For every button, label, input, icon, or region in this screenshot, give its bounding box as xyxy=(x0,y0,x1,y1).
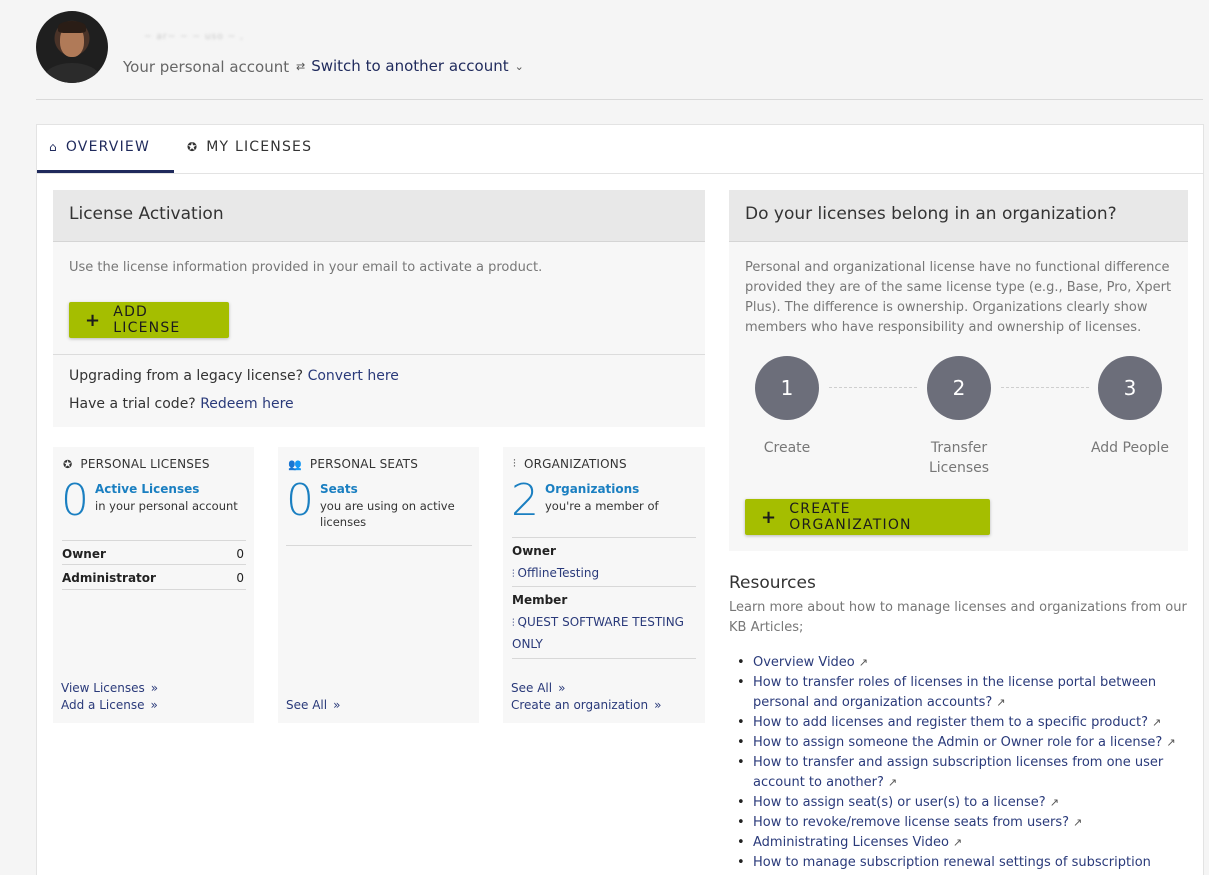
license-activation-panel xyxy=(53,190,705,427)
seats-see-all-link[interactable] xyxy=(286,698,340,712)
personal-licenses-heading: PERSONAL LICENSES xyxy=(80,457,210,471)
double-chevron-right-icon: » xyxy=(333,698,341,712)
convert-here-link[interactable]: Convert here xyxy=(307,368,399,384)
resource-link-label: How to revoke/remove license seats from users? xyxy=(753,815,1069,830)
step-3-circle: 3 xyxy=(1098,356,1162,420)
divider xyxy=(53,354,705,355)
trial-line xyxy=(69,396,294,412)
upgrade-text: Upgrading from a legacy license? xyxy=(69,368,304,384)
create-organization-button[interactable] xyxy=(745,499,990,535)
resource-link-label: How to assign seat(s) or user(s) to a license? xyxy=(753,795,1046,810)
step-1-label: Create xyxy=(763,440,811,456)
administrator-value: 0 xyxy=(236,571,244,585)
resource-link[interactable] xyxy=(737,673,1191,713)
redeem-here-link[interactable]: Redeem here xyxy=(200,396,294,412)
add-license-label: ADD LICENSE xyxy=(113,304,181,336)
external-link-icon: ↗ xyxy=(1049,796,1059,809)
owner-label: Owner xyxy=(62,547,106,561)
organizations-heading: ORGANIZATIONS xyxy=(523,457,627,471)
plus-icon: + xyxy=(761,506,778,528)
plus-icon: + xyxy=(85,309,102,331)
license-badge-icon: ✪ xyxy=(63,457,73,471)
personal-licenses-title xyxy=(63,457,210,471)
active-tab-indicator xyxy=(37,170,174,173)
active-licenses-sub: in your personal account xyxy=(95,499,238,513)
switch-account-label: Switch to another account xyxy=(311,57,509,75)
organizations-sub: you're a member of xyxy=(545,499,659,513)
resource-link-label: How to transfer and assign subscription licenses from one user account to another? xyxy=(753,755,1164,790)
seats-count: 0 xyxy=(286,475,314,526)
external-link-icon: ↗ xyxy=(887,776,898,789)
tab-overview[interactable] xyxy=(49,139,150,155)
avatar[interactable] xyxy=(36,11,108,83)
orgs-see-all-link[interactable] xyxy=(511,681,565,695)
resources-title: Resources xyxy=(729,573,816,593)
tab-bar xyxy=(37,125,1203,174)
create-an-organization-label: Create an organization xyxy=(511,698,649,712)
organizations-label[interactable]: Organizations xyxy=(545,482,640,496)
activation-description: Use the license information provided in your email to activate a product. xyxy=(69,260,543,275)
chevron-down-icon: ⌄ xyxy=(514,59,524,73)
resource-link[interactable] xyxy=(737,833,1191,853)
org-offline-testing-link[interactable] xyxy=(512,563,692,585)
external-link-icon: ↗ xyxy=(858,656,868,669)
orgs-see-all-label: See All xyxy=(511,681,553,695)
org-quest-software-link[interactable] xyxy=(512,612,696,659)
resource-link[interactable] xyxy=(737,853,1191,873)
divider xyxy=(286,545,472,546)
seats-see-all-label: See All xyxy=(286,698,328,712)
step-2-circle: 2 xyxy=(927,356,991,420)
double-chevron-right-icon: » xyxy=(150,698,158,712)
org-owner-label: Owner xyxy=(512,544,556,558)
external-link-icon: ↗ xyxy=(952,836,963,849)
organization-icon: ⫶ xyxy=(513,457,516,470)
resource-link[interactable] xyxy=(737,793,1191,813)
resource-link-label: Overview Video xyxy=(753,655,855,670)
tab-my-licenses[interactable] xyxy=(187,139,312,155)
org-quest-software-label: QUEST SOFTWARE TESTING ONLY xyxy=(512,615,684,651)
step-2-label: Transfer Licenses xyxy=(928,440,990,476)
license-activation-title: License Activation xyxy=(53,190,705,242)
org-member-heading xyxy=(512,586,696,607)
resource-link[interactable] xyxy=(737,653,1191,673)
swap-icon: ⇄ xyxy=(296,59,306,73)
organizations-count: 2 xyxy=(511,475,539,526)
tab-my-licenses-label: MY LICENSES xyxy=(206,139,313,155)
active-licenses-label[interactable]: Active Licenses xyxy=(95,482,200,496)
users-icon: 👥 xyxy=(288,457,302,471)
resource-link[interactable] xyxy=(737,733,1191,753)
seats-sub: you are using on active licenses xyxy=(320,499,455,529)
organization-info-panel xyxy=(729,190,1188,551)
external-link-icon: ↗ xyxy=(996,696,1006,709)
resources-description: Learn more about how to manage licenses and organizations from our KB Articles; xyxy=(729,600,1187,635)
resources-section xyxy=(729,573,1191,873)
resource-link-label: How to transfer roles of licenses in the license portal between personal and organization accounts? xyxy=(753,675,1157,710)
organization-icon: ⫶ xyxy=(512,569,515,580)
org-panel-description: Personal and organizational license have no functional difference provided they are of the same license type (e.g., Base, Pro, Xpert Plus). The difference is ownership. Organizations clearly show members who have responsibility and ownership of licenses. xyxy=(745,260,1172,335)
double-chevron-right-icon: » xyxy=(654,698,662,712)
view-licenses-label: View Licenses xyxy=(61,681,145,695)
personal-account-label: Your personal account xyxy=(123,58,290,76)
upgrade-line xyxy=(69,368,399,384)
avatar-hair xyxy=(58,21,86,33)
resources-list xyxy=(737,653,1191,873)
resource-link[interactable] xyxy=(737,713,1191,733)
double-chevron-right-icon: » xyxy=(558,681,566,695)
personal-licenses-card xyxy=(53,447,254,723)
resource-link-label: How to add licenses and register them to a specific product? xyxy=(753,715,1148,730)
license-badge-icon: ✪ xyxy=(187,140,199,154)
switch-account-dropdown[interactable] xyxy=(296,57,524,75)
external-link-icon: ↗ xyxy=(1166,736,1176,749)
organization-icon: ⫶ xyxy=(512,618,515,629)
create-an-organization-link[interactable] xyxy=(511,698,661,712)
view-licenses-link[interactable] xyxy=(61,681,158,695)
home-icon: ⌂ xyxy=(49,140,58,154)
double-chevron-right-icon: » xyxy=(150,681,159,695)
step-connector xyxy=(829,387,917,388)
create-organization-label: CREATE ORGANIZATION xyxy=(789,501,912,533)
administrator-row xyxy=(62,564,246,590)
org-panel-title: Do your licenses belong in an organization? xyxy=(729,190,1188,242)
external-link-icon: ↗ xyxy=(1151,716,1162,729)
organizations-card xyxy=(503,447,705,723)
add-a-license-label: Add a License xyxy=(61,698,145,712)
resource-link-label: Administrating Licenses Video xyxy=(753,835,949,850)
resource-link-label: How to manage subscription renewal settings of subscription xyxy=(753,855,1151,870)
account-name-blurred: ~ ar~ ~ ~ uso ~ , xyxy=(144,32,244,42)
main-card xyxy=(36,124,1204,875)
personal-seats-card xyxy=(278,447,479,723)
org-owner-heading xyxy=(512,537,696,558)
org-member-label: Member xyxy=(512,593,568,607)
seats-label[interactable]: Seats xyxy=(320,482,358,496)
resource-link[interactable] xyxy=(737,813,1191,833)
avatar-shirt xyxy=(44,63,100,83)
organizations-title xyxy=(513,457,627,471)
personal-seats-title xyxy=(288,457,418,471)
resource-link-label: How to assign someone the Admin or Owner role for a license? xyxy=(753,735,1163,750)
personal-seats-heading: PERSONAL SEATS xyxy=(309,457,419,471)
trial-text: Have a trial code? xyxy=(69,396,196,412)
add-license-button[interactable] xyxy=(69,302,229,338)
account-header xyxy=(36,0,1203,100)
step-3-label: Add People xyxy=(1090,440,1170,456)
step-connector xyxy=(1001,387,1089,388)
external-link-icon: ↗ xyxy=(1073,816,1083,829)
administrator-label: Administrator xyxy=(62,571,156,585)
org-offline-testing-label: OfflineTesting xyxy=(517,566,600,580)
resource-link[interactable] xyxy=(737,753,1191,793)
tab-overview-label: OVERVIEW xyxy=(65,139,150,155)
active-licenses-count: 0 xyxy=(61,475,89,526)
add-a-license-link[interactable] xyxy=(61,698,158,712)
owner-value: 0 xyxy=(236,547,244,561)
owner-row xyxy=(62,540,246,561)
step-1-circle: 1 xyxy=(755,356,819,420)
